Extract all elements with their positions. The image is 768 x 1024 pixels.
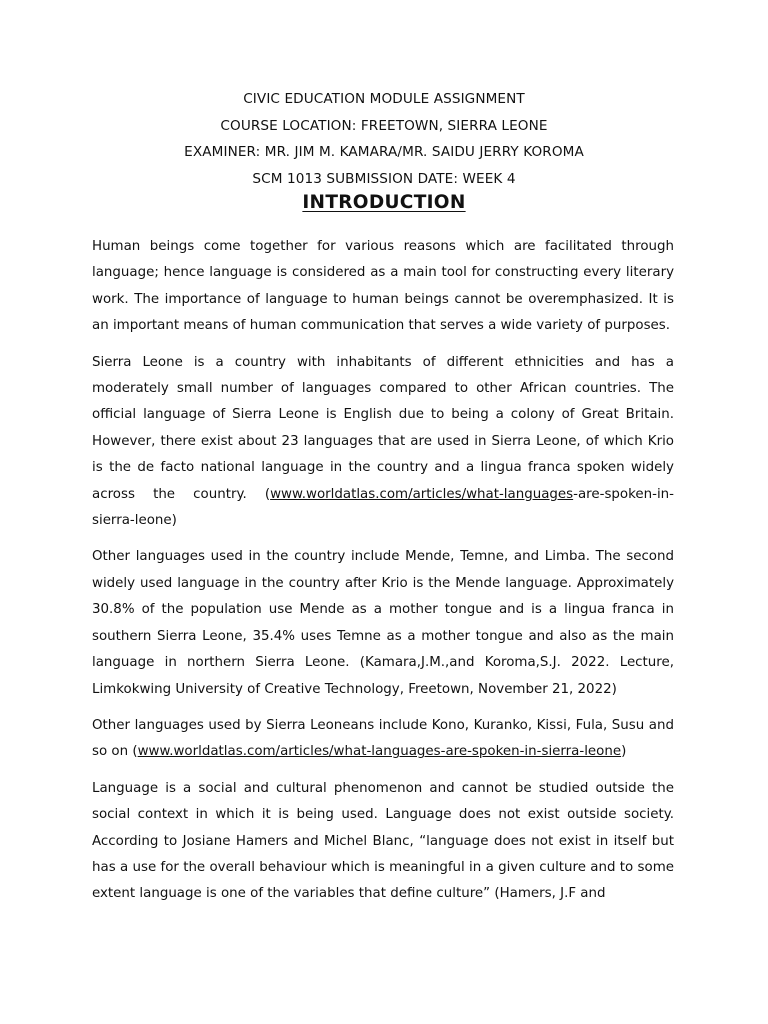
header-course-location: COURSE LOCATION: FREETOWN, SIERRA LEONE [220,117,548,134]
header-module-title: CIVIC EDUCATION MODULE ASSIGNMENT [243,91,525,107]
paragraph-text-tail: ) [621,744,627,760]
paragraph-text: Sierra Leone is a country with inhabitants of different ethnicities and has a moderately small number of languages compared to other African countries. The official language of Sierra Leone is English due to being a colony of Great Britain. However, there exist about 23 languages that are used in Sierra Leone, of which Krio is the de facto national language in the country and a lingua franca spoken widely across the country. ( [92,354,674,502]
assignment-header [0,86,768,192]
paragraph-language-purpose: Human beings come together for various reasons which are facilitated through language; hence language is considered as a main tool for constructing every literary work. The importance of language to human beings cannot be overemphasized. It is an important means of human communication that serves a wide variety of purposes. [92,239,674,334]
paragraph-language-culture: Language is a social and cultural phenomenon and cannot be studied outside the social context in which it is being used. Language does not exist outside society. According to Josiane Hamers and Michel Blanc, “language does not exist in itself but has a use for the overall behaviour which is meaningful in a given culture and to some extent language is one of the variables that define culture” (Hamers, J.F and [92,780,674,902]
paragraph-other-languages: Other languages used in the country include Mende, Temne, and Limba. The second widely used language in the country after Krio is the Mende language. Approximately 30.8% of the population use Mende as a mother tongue and is a lingua franca in southern Sierra Leone, 35.4% uses Temne as a mother tongue and also as the main language in northern Sierra Leone. (Kamara,J.M.,and Koroma,S.J. 2022. Lecture, Limkokwing University of Creative Technology, Freetown, November 21, 2022) [92,549,674,697]
paragraph-additional-languages [92,713,674,766]
section-title: INTRODUCTION [302,192,466,213]
header-submission-date: SCM 1013 SUBMISSION DATE: WEEK 4 [252,170,516,187]
paragraph-text-tail: -are-spoken-in-sierra-leone) [92,486,674,529]
worldatlas-link[interactable]: www.worldatlas.com/articles/what-languages [270,486,574,502]
paragraph-text: Other languages used by Sierra Leoneans include Kono, Kuranko, Kissi, Fula, Susu and so on ( [92,717,674,760]
paragraph-sierra-leone-languages [92,350,674,535]
worldatlas-link[interactable]: www.worldatlas.com/articles/what-languages-are-spoken-in-sierra-leone [137,744,622,760]
header-examiner: EXAMINER: MR. JIM M. KAMARA/MR. SAIDU JERRY KOROMA [184,144,584,160]
document-body [92,234,674,908]
